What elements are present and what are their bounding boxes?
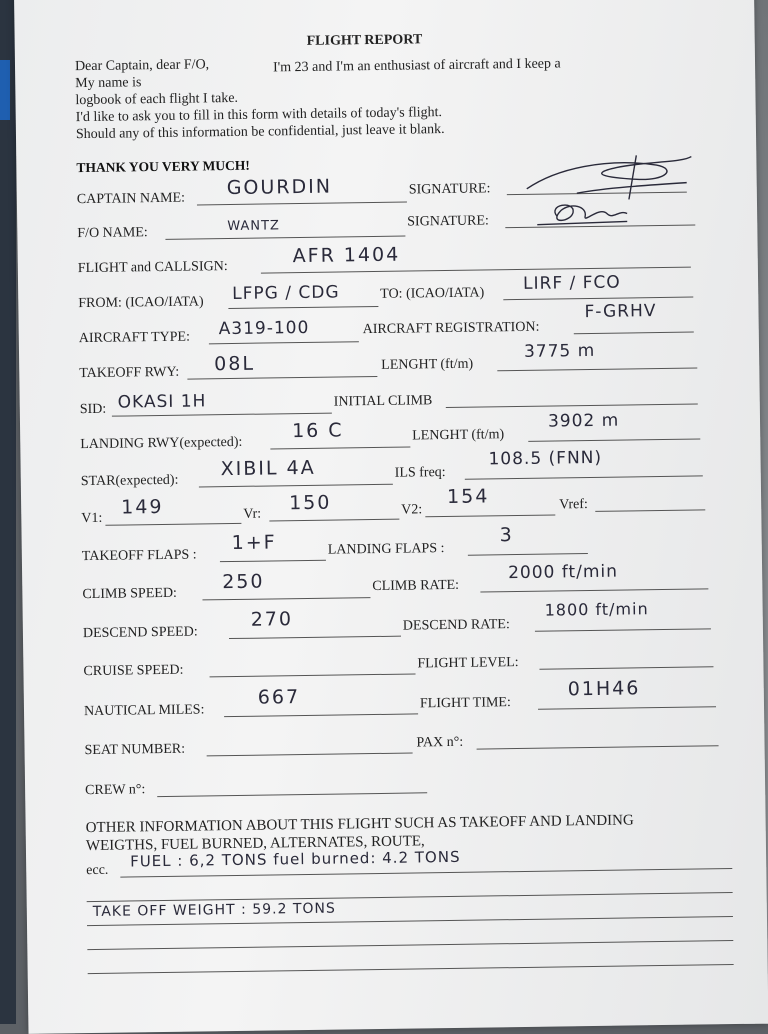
takeoff-rwy-label: TAKEOFF RWY: xyxy=(79,364,180,382)
flight-time-label: FLIGHT TIME: xyxy=(419,695,511,712)
takeoff-flaps-line xyxy=(220,560,326,562)
takeoff-length-line xyxy=(497,367,697,371)
nautical-miles-value: 667 xyxy=(257,686,301,709)
landing-flaps-value: 3 xyxy=(499,524,514,547)
to-line xyxy=(503,297,693,301)
takeoff-length-value: 3775 m xyxy=(523,340,596,362)
captain-name-line xyxy=(197,202,407,206)
v2-label: V2: xyxy=(401,502,423,518)
other-info-line-1 xyxy=(120,868,732,878)
background-blue-object xyxy=(0,60,10,120)
from-line xyxy=(228,306,378,309)
fo-name-value: WANTZ xyxy=(227,218,280,235)
pax-label: PAX n°: xyxy=(416,734,464,751)
intro-greeting: Dear Captain, dear F/O, xyxy=(74,57,210,75)
other-info-heading-2: WEIGTHS, FUEL BURNED, ALTERNATES, ROUTE, xyxy=(85,833,425,855)
initial-climb-label: INITIAL CLIMB xyxy=(333,393,433,410)
descend-rate-line xyxy=(535,628,711,631)
vref-line xyxy=(595,509,705,512)
descend-rate-value: 1800 ft/min xyxy=(544,599,649,620)
seat-number-line xyxy=(207,753,413,757)
pax-line xyxy=(477,745,719,749)
flight-time-value: 01H46 xyxy=(567,677,641,701)
landing-rwy-line xyxy=(270,447,410,450)
intro-request: I'd like to ask you to fill in this form with details of today's flight. xyxy=(75,105,443,126)
flight-level-label: FLIGHT LEVEL: xyxy=(417,655,519,672)
landing-length-label: LENGHT (ft/m) xyxy=(412,427,505,444)
background-left-edge xyxy=(0,0,16,1024)
climb-speed-value: 250 xyxy=(222,570,265,594)
star-value: XIBIL 4A xyxy=(220,456,316,481)
aircraft-type-value: A319-100 xyxy=(218,317,310,340)
crew-label: CREW n°: xyxy=(85,782,146,799)
descend-speed-label: DESCEND SPEED: xyxy=(82,624,198,642)
flight-report-sheet xyxy=(14,0,768,1034)
cruise-speed-label: CRUISE SPEED: xyxy=(83,662,184,680)
climb-rate-value: 2000 ft/min xyxy=(507,561,619,584)
ils-freq-label: ILS freq: xyxy=(394,465,446,481)
fo-name-line xyxy=(165,236,405,240)
takeoff-flaps-value: 1+F xyxy=(231,531,277,555)
sid-line xyxy=(112,413,332,417)
ecc-label: ecc. xyxy=(86,862,109,879)
flight-callsign-line xyxy=(261,267,691,274)
nautical-miles-label: NAUTICAL MILES: xyxy=(83,702,205,720)
flight-level-line xyxy=(539,666,713,669)
takeoff-length-label: LENGHT (ft/m) xyxy=(381,356,474,373)
sid-value: OKASI 1H xyxy=(117,391,207,413)
star-line xyxy=(199,484,393,488)
takeoff-flaps-label: TAKEOFF FLAPS : xyxy=(81,547,197,565)
flight-callsign-label: FLIGHT and CALLSIGN: xyxy=(77,259,228,277)
intro-confidential: Should any of this information be confidential, just leave it blank. xyxy=(75,122,445,143)
vr-value: 150 xyxy=(288,491,332,515)
thanks-heading: THANK YOU VERY MUCH! xyxy=(76,157,250,176)
landing-flaps-line xyxy=(468,553,588,556)
v1-value: 149 xyxy=(121,495,164,519)
flight-time-line xyxy=(538,706,716,709)
captain-signature-label: SIGNATURE: xyxy=(408,181,491,198)
form-title: FLIGHT REPORT xyxy=(306,32,423,49)
descend-rate-label: DESCEND RATE: xyxy=(402,617,510,634)
v1-label: V1: xyxy=(81,510,103,527)
climb-speed-label: CLIMB SPEED: xyxy=(82,585,178,603)
v1-line xyxy=(105,523,241,526)
intro-logbook: logbook of each flight I take. xyxy=(75,90,239,109)
nautical-miles-line xyxy=(224,713,418,717)
v2-value: 154 xyxy=(446,485,490,509)
star-label: STAR(expected): xyxy=(80,472,179,490)
crew-line xyxy=(157,792,427,797)
landing-length-line xyxy=(528,438,700,441)
to-label: TO: (ICAO/IATA) xyxy=(380,285,485,302)
sid-label: SID: xyxy=(79,401,107,418)
aircraft-type-line xyxy=(209,341,359,344)
landing-rwy-value: 16 C xyxy=(291,419,344,443)
vref-label: Vref: xyxy=(559,497,588,513)
from-value: LFPG / CDG xyxy=(232,282,340,304)
ils-freq-value: 108.5 (FNN) xyxy=(488,447,603,470)
landing-flaps-label: LANDING FLAPS : xyxy=(327,541,445,558)
aircraft-type-label: AIRCRAFT TYPE: xyxy=(78,329,191,347)
seat-number-label: SEAT NUMBER: xyxy=(84,741,186,759)
descend-speed-value: 270 xyxy=(250,608,294,631)
aircraft-registration-value: F-GRHV xyxy=(584,301,657,323)
to-value: LIRF / FCO xyxy=(522,272,621,294)
other-info-heading-1: OTHER INFORMATION ABOUT THIS FLIGHT SUCH AS TAKEOFF AND LANDING xyxy=(85,812,634,837)
other-info-line-5 xyxy=(88,964,734,974)
vr-line xyxy=(269,519,399,522)
captain-name-value: GOURDIN xyxy=(226,175,333,200)
flight-callsign-value: AFR 1404 xyxy=(292,243,401,268)
initial-climb-line xyxy=(446,403,698,408)
captain-name-label: CAPTAIN NAME: xyxy=(76,190,186,208)
ils-freq-line xyxy=(465,475,703,479)
climb-rate-line xyxy=(480,588,708,592)
landing-length-value: 3902 m xyxy=(547,410,620,432)
descend-speed-line xyxy=(229,636,401,639)
intro-age: I'm 23 and I'm an enthusiast of aircraft and I keep a xyxy=(272,56,561,76)
intro-name: My name is xyxy=(75,75,142,92)
from-label: FROM: (ICAO/IATA) xyxy=(78,294,204,312)
other-info-value-2: TAKE OFF WEIGHT : 59.2 TONS xyxy=(92,900,336,920)
aircraft-registration-label: AIRCRAFT REGISTRATION: xyxy=(362,319,540,338)
other-info-line-2 xyxy=(87,892,733,902)
aircraft-registration-line xyxy=(574,332,694,335)
other-info-line-4 xyxy=(87,940,733,950)
fo-signature-label: SIGNATURE: xyxy=(407,213,489,230)
climb-rate-label: CLIMB RATE: xyxy=(372,577,460,595)
fo-name-label: F/O NAME: xyxy=(77,225,148,242)
v2-line xyxy=(425,514,555,517)
vr-label: Vr: xyxy=(243,506,262,522)
landing-rwy-label: LANDING RWY(expected): xyxy=(80,434,243,453)
takeoff-rwy-value: 08L xyxy=(214,352,256,376)
takeoff-rwy-line xyxy=(187,376,377,380)
other-info-value-1: FUEL : 6,2 TONS fuel burned: 4.2 TONS xyxy=(129,847,461,871)
climb-speed-line xyxy=(202,597,370,600)
cruise-speed-line xyxy=(210,673,416,677)
fo-signature-drawing xyxy=(527,195,637,231)
